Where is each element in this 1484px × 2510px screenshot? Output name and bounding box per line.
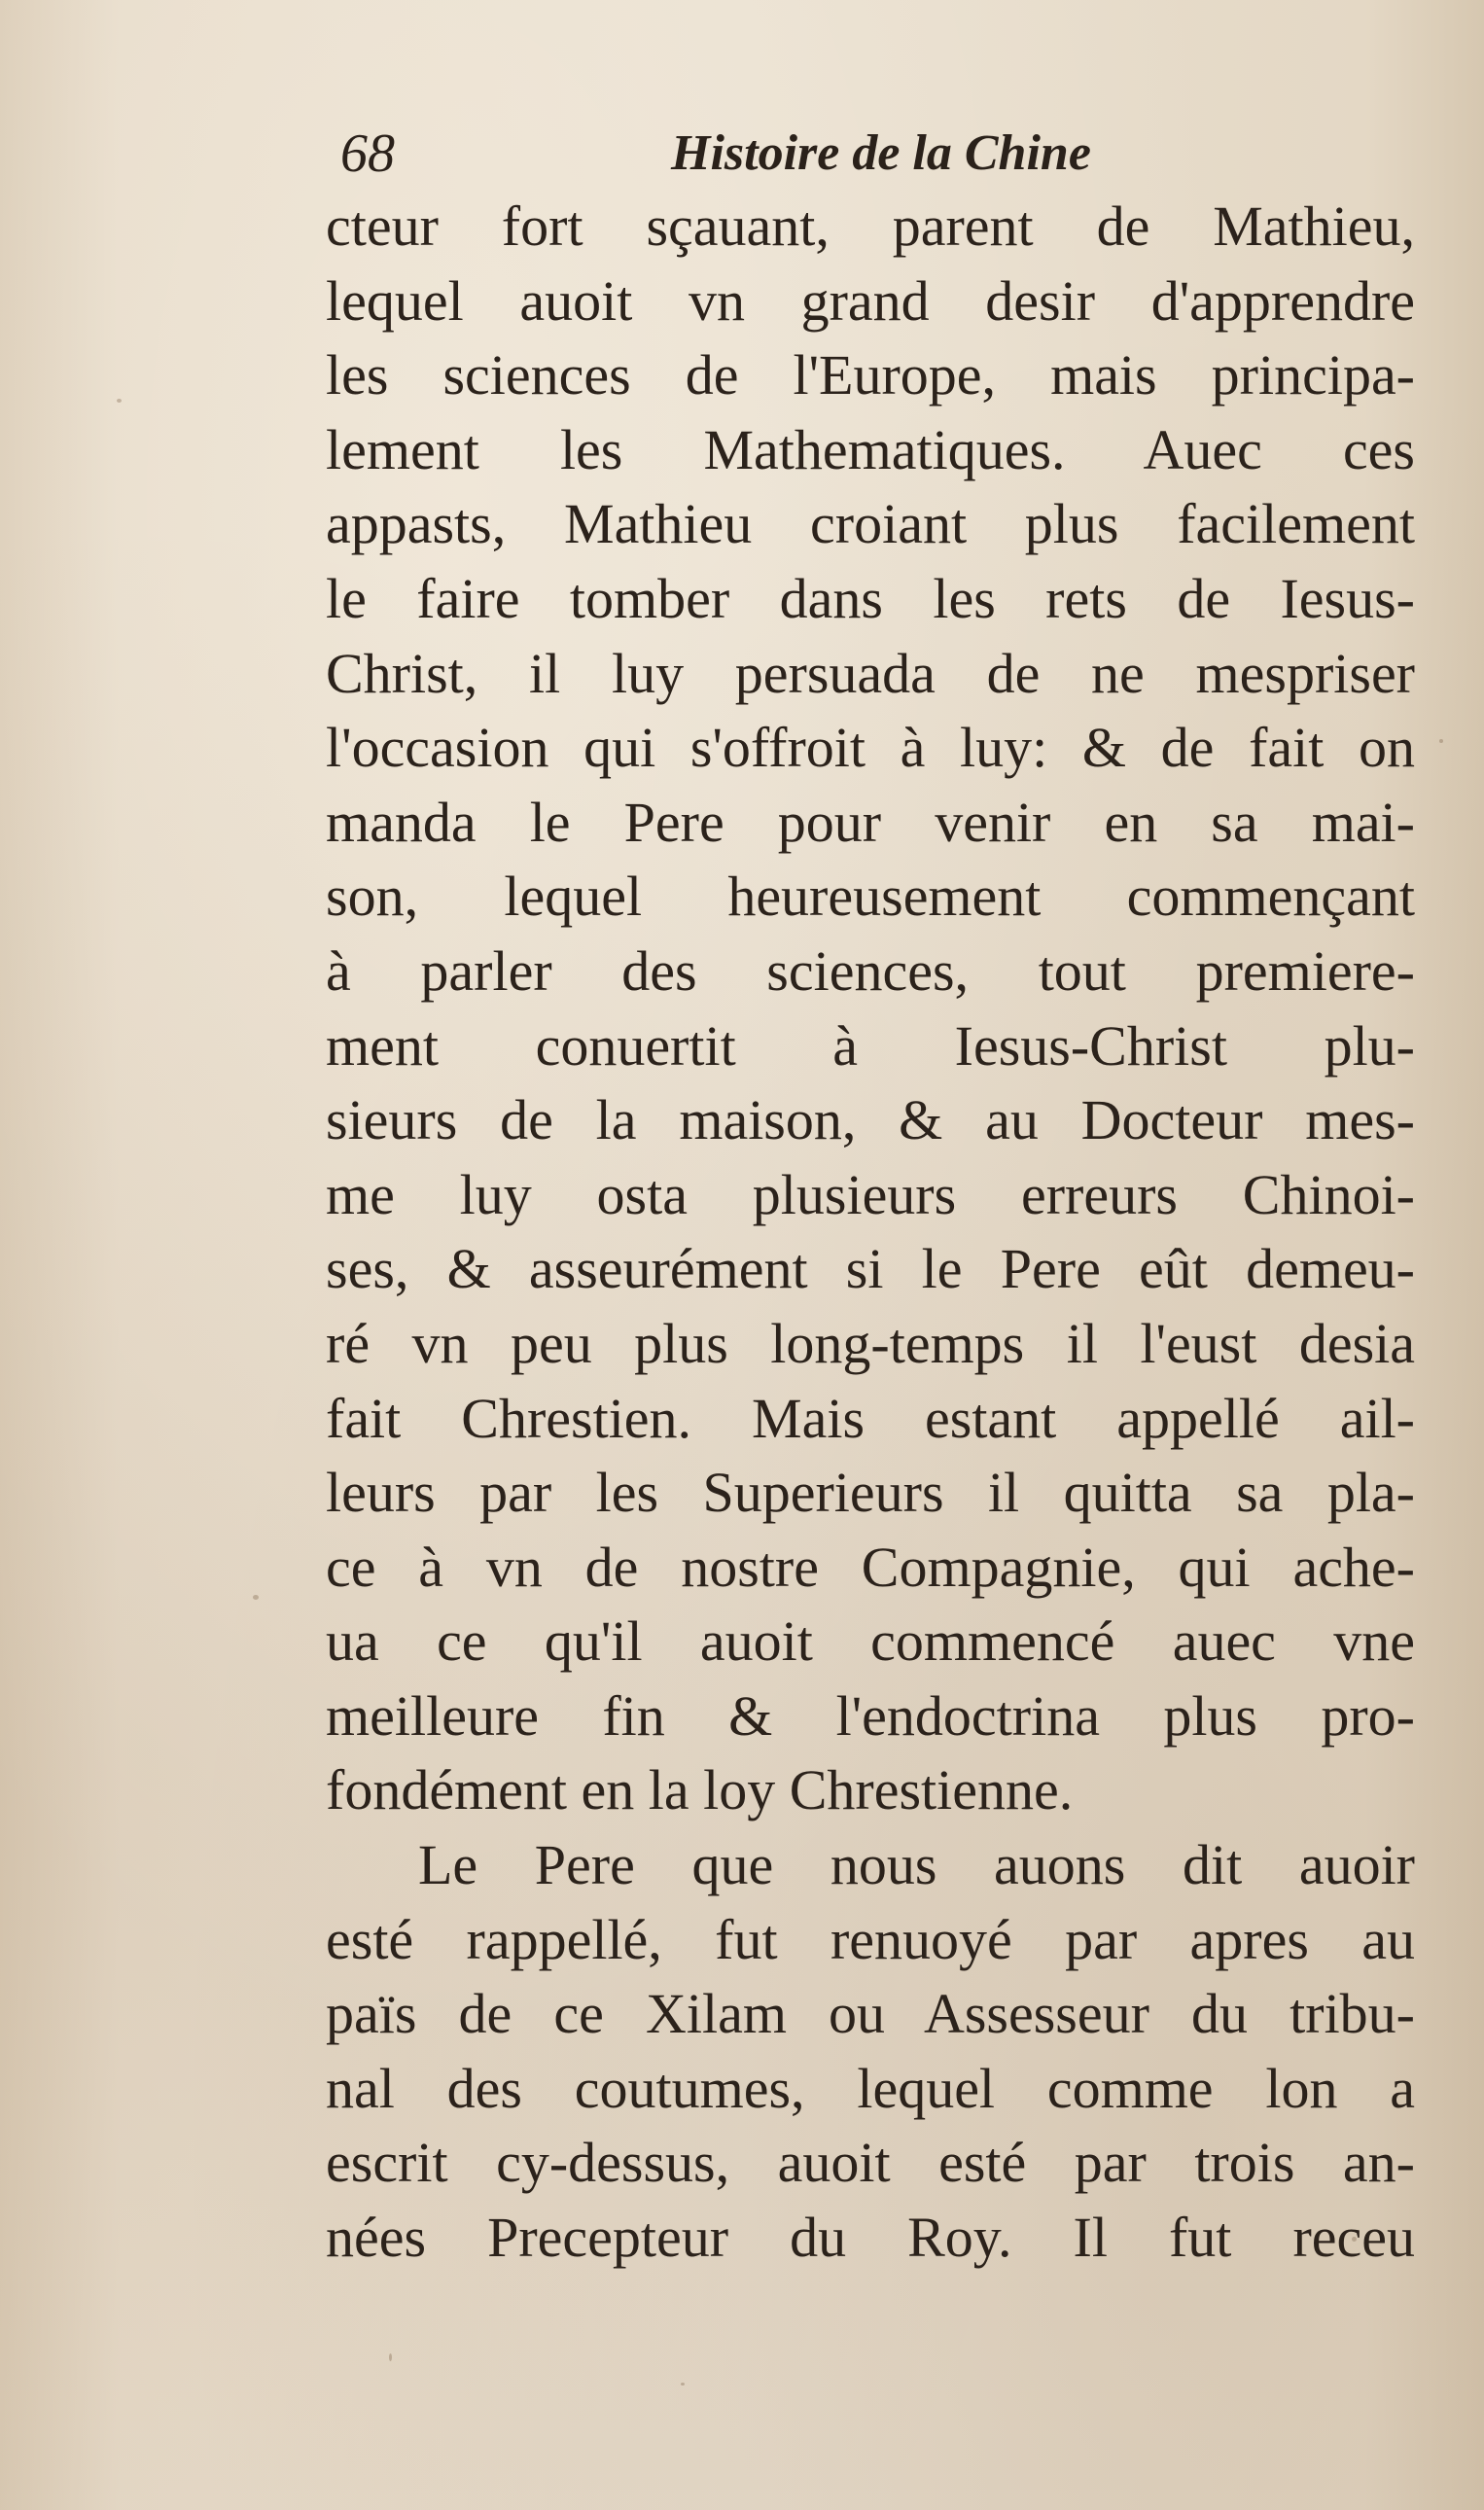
running-title: Histoire de la Chine bbox=[671, 125, 1091, 181]
text-line: esté rappellé, fut renuoyé par apres au bbox=[326, 1907, 1415, 1971]
paper-speck bbox=[117, 399, 122, 403]
body-text bbox=[326, 190, 1415, 2276]
text-line: à parler des sciences, tout premiere- bbox=[326, 938, 1415, 1003]
text-line: appasts, Mathieu croiant plus facilement bbox=[326, 492, 1415, 556]
text-line: ua ce qu'il auoit commencé auec vne bbox=[326, 1609, 1415, 1674]
text-line: lequel auoit vn grand desir d'apprendre bbox=[326, 268, 1415, 333]
page-number: 68 bbox=[340, 124, 395, 184]
text-line: nal des coutumes, lequel comme lon a bbox=[326, 2056, 1415, 2120]
text-line: ses, & asseurément si le Pere eût demeu- bbox=[326, 1237, 1415, 1301]
paper-speck bbox=[253, 1595, 259, 1600]
text-line: lement les Mathematiques. Auec ces bbox=[326, 417, 1415, 481]
text-line: meilleure fin & l'endoctrina plus pro- bbox=[326, 1683, 1415, 1748]
text-line: ce à vn de nostre Compagnie, qui ache- bbox=[326, 1535, 1415, 1599]
text-line: le faire tomber dans les rets de Iesus- bbox=[326, 566, 1415, 630]
paragraph-last-line: fondément en la loy Chrestienne. bbox=[326, 1758, 1074, 1822]
page-header bbox=[340, 115, 1196, 193]
text-line: l'occasion qui s'offroit à luy: & de fait on bbox=[326, 716, 1415, 780]
text-line: païs de ce Xilam ou Assesseur du tribu- bbox=[326, 1982, 1415, 2046]
text-line: escrit cy-dessus, auoit esté par trois an- bbox=[326, 2131, 1415, 2195]
text-line: leurs par les Superieurs il quitta sa pla- bbox=[326, 1461, 1415, 1525]
text-line: sieurs de la maison, & au Docteur mes- bbox=[326, 1088, 1415, 1152]
text-line: les sciences de l'Europe, mais principa- bbox=[326, 343, 1415, 407]
paragraph-first-line: Le Pere que nous auons dit auoir bbox=[418, 1833, 1415, 1897]
text-line: cteur fort sçauant, parent de Mathieu, bbox=[326, 194, 1415, 258]
text-line: nées Precepteur du Roy. Il fut receu bbox=[326, 2206, 1415, 2270]
paper-speck bbox=[681, 2383, 685, 2386]
text-line: ment conuertit à Iesus-Christ plu- bbox=[326, 1013, 1415, 1078]
text-line: manda le Pere pour venir en sa mai- bbox=[326, 790, 1415, 854]
text-line: son, lequel heureusement commençant bbox=[326, 865, 1415, 929]
text-line: ré vn peu plus long-temps il l'eust desia bbox=[326, 1311, 1415, 1375]
paper-speck bbox=[1439, 739, 1443, 743]
paper-speck bbox=[389, 2353, 392, 2361]
text-line: fait Chrestien. Mais estant appellé ail- bbox=[326, 1386, 1415, 1450]
text-line: Christ, il luy persuada de ne mespriser bbox=[326, 641, 1415, 705]
text-line: me luy osta plusieurs erreurs Chinoi- bbox=[326, 1162, 1415, 1226]
